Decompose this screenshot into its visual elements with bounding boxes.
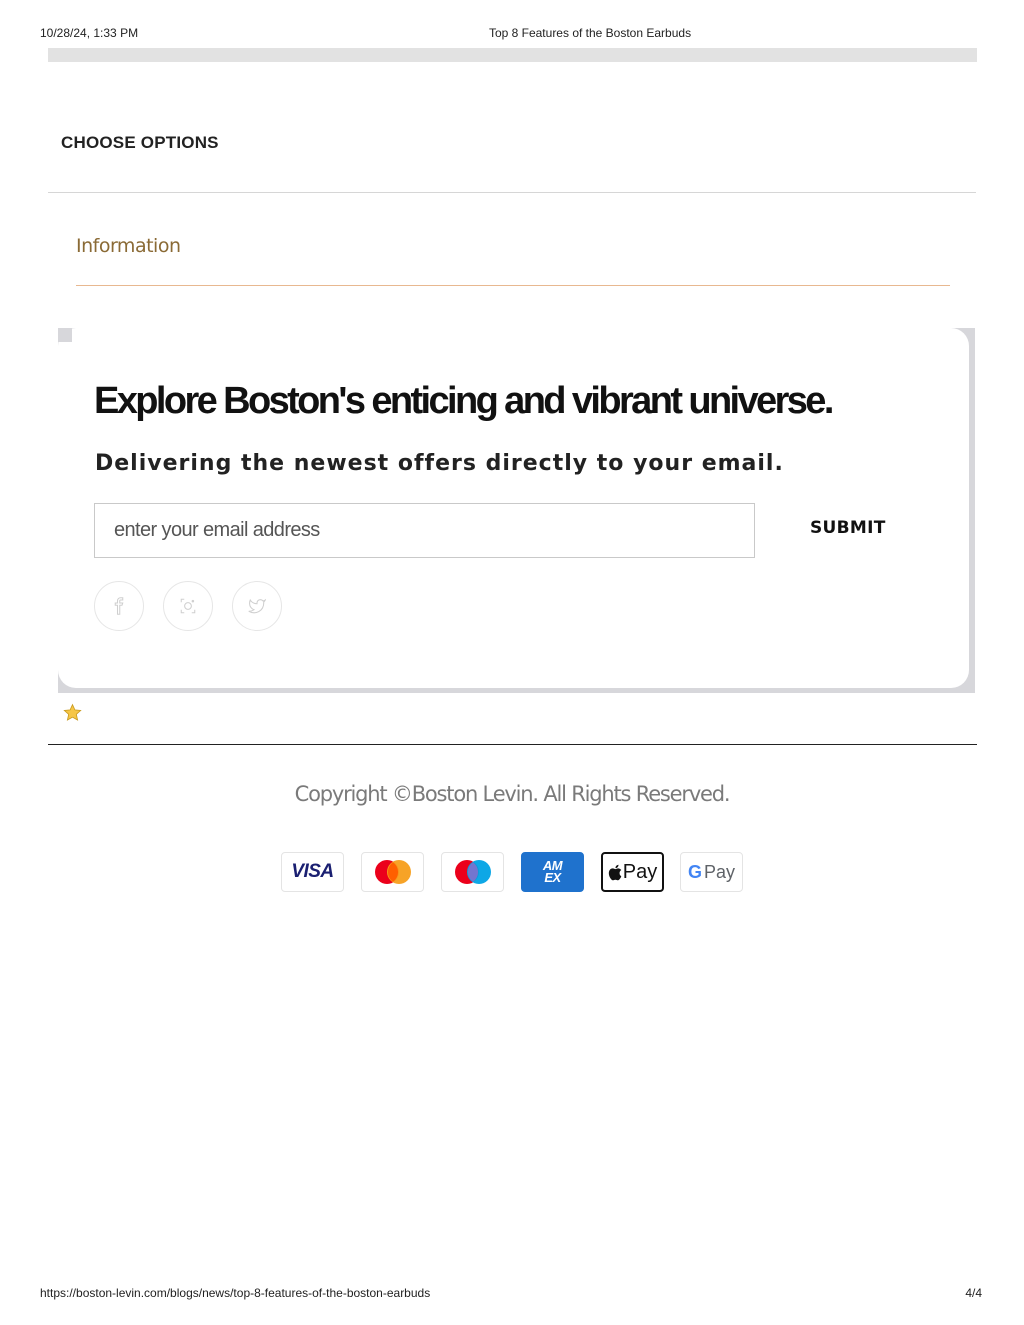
twitter-link[interactable] [232,581,282,631]
newsletter-subtitle: Delivering the newest offers directly to your email. [95,451,784,476]
newsletter-title: Explore Boston's enticing and vibrant universe. [94,380,832,422]
google-pay-label [688,862,735,883]
submit-button[interactable]: SUBMIT [810,518,886,538]
section-divider [48,192,976,193]
twitter-icon [248,597,266,615]
amex-icon [521,852,584,892]
footer-divider [48,744,977,745]
instagram-icon [179,597,197,615]
maestro-logo [453,859,493,885]
top-gray-bar [48,48,977,62]
print-header [0,26,1024,42]
apple-pay-text: Pay [622,860,658,883]
maestro-icon [441,852,504,892]
amex-label [543,860,562,884]
visa-icon [281,852,344,892]
print-url: https://boston-levin.com/blogs/news/top-8-features-of-the-boston-earbuds [40,1286,431,1300]
card-corner [58,328,72,342]
print-page-title: Top 8 Features of the Boston Earbuds [488,26,692,40]
mastercard-logo [373,859,413,885]
apple-pay-label [608,861,657,884]
google-pay-text: Pay [703,861,736,882]
tab-underline [76,285,950,286]
google-g-icon: G [687,861,702,882]
tab-information[interactable]: Information [76,235,181,257]
copyright-text: Copyright ©Boston Levin. All Rights Reserved. [294,782,730,806]
print-datetime: 10/28/24, 1:33 PM [40,26,139,40]
amex-line-1: AM [542,858,563,873]
mastercard-icon [361,852,424,892]
visa-label: VISA [291,861,334,882]
choose-options-label[interactable]: CHOOSE OPTIONS [61,133,219,152]
print-page-number: 4/4 [965,1286,982,1300]
facebook-icon [110,597,128,615]
facebook-link[interactable] [94,581,144,631]
newsletter-section [58,328,975,693]
email-field-box [94,503,755,558]
star-icon[interactable] [62,703,83,723]
email-input[interactable] [95,504,754,557]
amex-line-2: EX [544,870,561,885]
apple-pay-icon [601,852,664,892]
apple-icon [608,864,622,881]
google-pay-icon [680,852,743,892]
newsletter-card [58,328,969,688]
instagram-link[interactable] [163,581,213,631]
